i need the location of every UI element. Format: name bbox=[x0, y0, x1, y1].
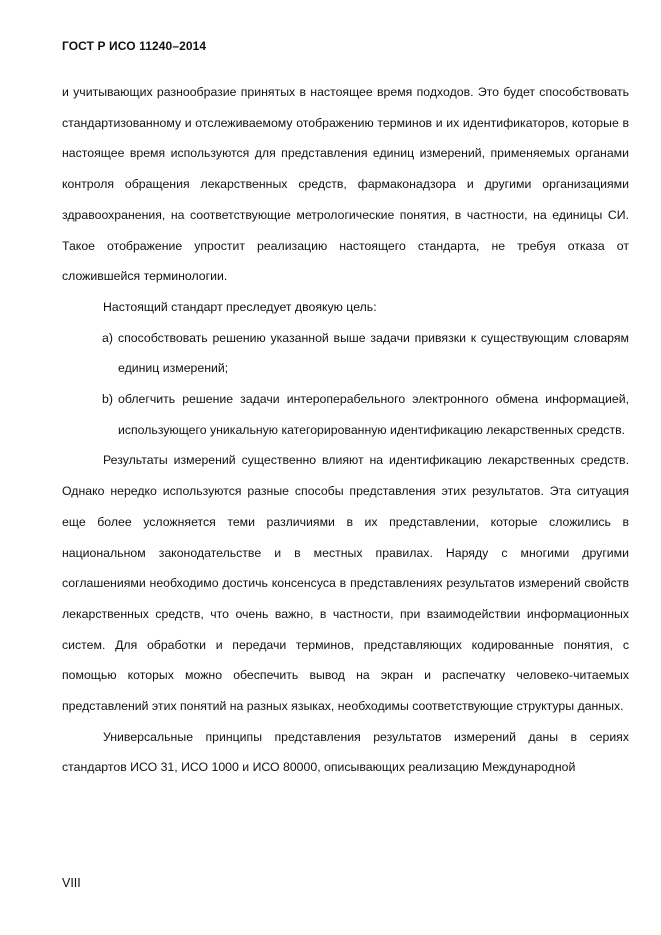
paragraph-3: Результаты измерений существенно влияют на идентификацию лекарственных средств. Однако нередко используются разные способы представления этих результатов. Эта ситуация еще более усложняется теми различиями в их представлении, которые сложились в национальном законодательстве и в местных правилах. Наряду с многими другими соглашениями необходимо достичь консенсуса в представлениях результатов измерений свойств лекарственных средств, что очень важно, в частности, при взаимодействии информационных систем. Для обработки и передачи терминов, представляющих кодированные понятия, с помощью которых можно обеспечить вывод на экран и распечатку человеко-читаемых представлений этих понятий на разных языках, необходимы соответствующие структуры данных. bbox=[62, 453, 629, 714]
document-header: ГОСТ Р ИСО 11240–2014 bbox=[62, 39, 207, 53]
list-item-b bbox=[62, 384, 629, 445]
list-text-b: облегчить решение задачи интероперабельного электронного обмена информацией, использующего уникальную категорированную идентификацию лекарственных средств. bbox=[118, 392, 629, 437]
page-number: VIII bbox=[62, 876, 81, 890]
paragraph-1: и учитывающих разнообразие принятых в настоящее время подходов. Это будет способствовать стандартизованному и отслеживаемому отображению терминов и их идентификаторов, которые в настоящее время используются для представления единиц измерений, применяемых органами контроля обращения лекарственных средств, фармаконадзора и другими организациями здравоохранения, на соответствующие метрологические понятия, в частности, на единицы СИ. Такое отображение упростит реализацию настоящего стандарта, не требуя отказа от сложившейся терминологии. bbox=[62, 85, 629, 284]
document-body bbox=[62, 77, 629, 783]
list-marker-a: a) bbox=[102, 330, 113, 345]
paragraph-2: Настоящий стандарт преследует двоякую цель: bbox=[103, 299, 377, 314]
paragraph-4: Универсальные принципы представления результатов измерений даны в сериях стандартов ИСО 31, ИСО 1000 и ИСО 80000, описывающих реализацию Международной bbox=[62, 729, 629, 775]
list-item-a bbox=[62, 323, 629, 384]
list-text-a: способствовать решению указанной выше задачи привязки к существующим словарям единиц измерений; bbox=[118, 330, 629, 376]
list-marker-b: b) bbox=[102, 392, 113, 407]
